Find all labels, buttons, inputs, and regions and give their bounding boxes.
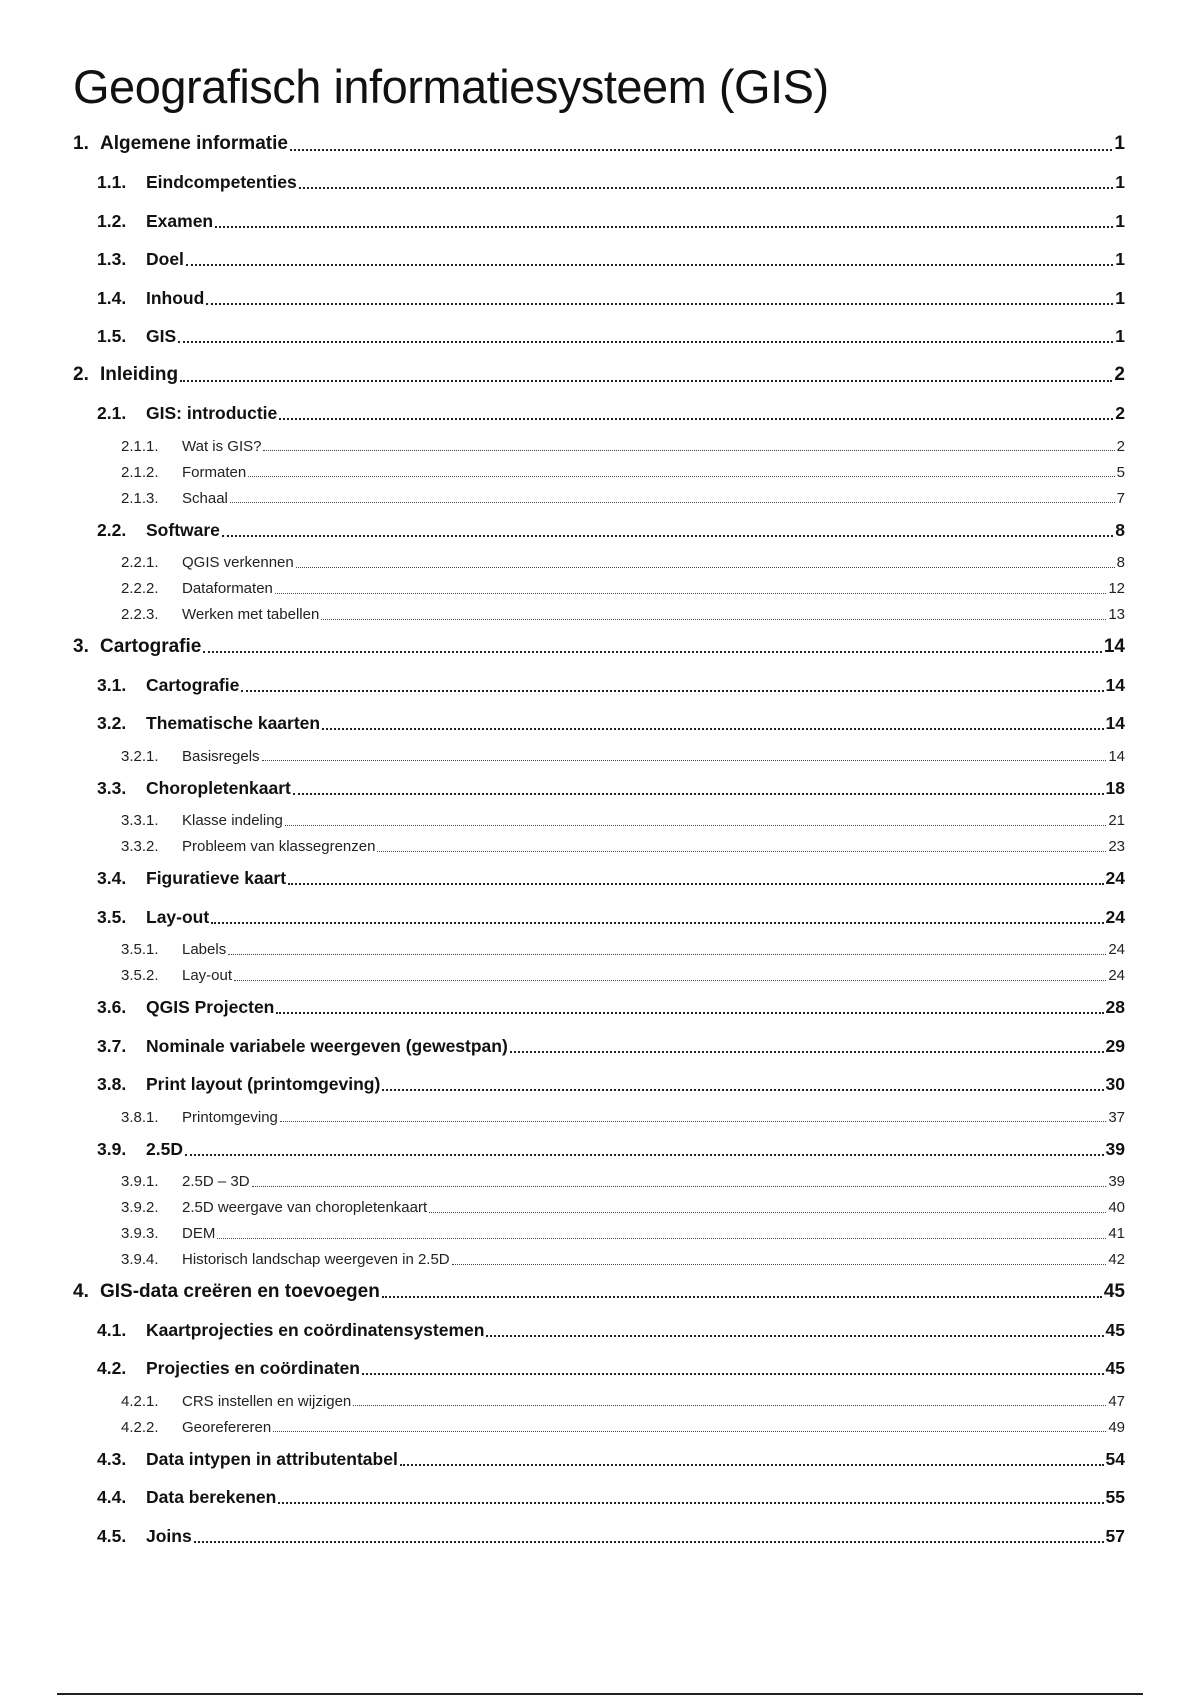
toc-dot-leader (194, 1540, 1104, 1543)
toc-entry-level-2[interactable] (73, 241, 1125, 280)
toc-entry-level-2[interactable] (73, 202, 1125, 241)
toc-entry-level-2[interactable] (73, 395, 1125, 434)
toc-entry-number: 3.9.3. (121, 1225, 159, 1243)
toc-entry-page-number: 39 (1108, 1173, 1125, 1191)
toc-entry-number: 1.1. (97, 172, 127, 193)
toc-entry-label: 2.5D – 3D (182, 1173, 250, 1191)
toc-entry-page-number: 37 (1108, 1108, 1125, 1126)
toc-entry-level-2[interactable] (73, 989, 1125, 1028)
toc-entry-number: 4.2.1. (121, 1392, 159, 1410)
toc-entry-page-number: 18 (1105, 777, 1125, 798)
toc-entry-page-number: 13 (1108, 606, 1125, 624)
toc-entry-page-number: 21 (1108, 812, 1125, 830)
toc-entry-level-1[interactable] (73, 356, 1125, 395)
toc-entry-label: Examen (146, 210, 214, 231)
toc-entry-level-2[interactable] (73, 279, 1125, 318)
footer-divider (57, 1693, 1143, 1695)
toc-entry-level-1[interactable] (73, 1273, 1125, 1312)
toc-dot-leader (299, 186, 1114, 189)
toc-entry-level-3[interactable] (73, 485, 1125, 511)
toc-entry-level-2[interactable] (73, 666, 1125, 705)
toc-entry-level-2[interactable] (73, 1311, 1125, 1350)
toc-entry-page-number: 24 (1108, 941, 1125, 959)
toc-dot-leader (211, 921, 1103, 924)
toc-entry-level-3[interactable] (73, 808, 1125, 834)
toc-dot-leader (222, 534, 1113, 537)
toc-entry-page-number: 24 (1108, 967, 1125, 985)
toc-entry-label: Lay-out (182, 967, 233, 985)
toc-dot-leader (322, 727, 1103, 730)
toc-entry-number: 3.8. (97, 1074, 127, 1095)
toc-dot-leader (262, 759, 1107, 761)
toc-dot-leader (362, 1372, 1104, 1375)
toc-dot-leader (321, 618, 1106, 620)
toc-entry-label: Data intypen in attributentabel (146, 1448, 398, 1469)
toc-entry-level-2[interactable] (73, 318, 1125, 357)
toc-dot-leader (248, 475, 1114, 477)
toc-entry-level-3[interactable] (73, 576, 1125, 602)
toc-entry-page-number: 5 (1116, 463, 1125, 481)
toc-entry-label: Probleem van klassegrenzen (182, 838, 376, 856)
toc-entry-label: Software (146, 519, 220, 540)
toc-dot-leader (290, 148, 1112, 151)
toc-dot-leader (217, 1237, 1106, 1239)
toc-entry-number: 3.7. (97, 1035, 127, 1056)
toc-entry-label: Lay-out (146, 906, 210, 927)
toc-entry-label: Eindcompetenties (146, 172, 297, 193)
toc-entry-label: QGIS verkennen (182, 554, 294, 572)
toc-entry-number: 1. (73, 133, 89, 155)
toc-dot-leader (510, 1050, 1104, 1053)
toc-entry-page-number: 45 (1105, 1319, 1125, 1340)
toc-entry-level-2[interactable] (73, 898, 1125, 937)
toc-entry-label: Projecties en coördinaten (146, 1358, 360, 1379)
toc-entry-label: Doel (146, 249, 184, 270)
toc-entry-page-number: 42 (1108, 1251, 1125, 1269)
toc-entry-page-number: 14 (1105, 713, 1125, 734)
toc-entry-page-number: 28 (1105, 997, 1125, 1018)
toc-entry-level-1[interactable] (73, 125, 1125, 164)
toc-entry-number: 2.1.3. (121, 489, 159, 507)
toc-entry-number: 3.5.1. (121, 941, 159, 959)
toc-entry-level-3[interactable] (73, 963, 1125, 989)
toc-entry-label: Algemene informatie (100, 133, 288, 155)
toc-entry-label: GIS-data creëren en toevoegen (100, 1280, 380, 1302)
toc-entry-level-2[interactable] (73, 1130, 1125, 1169)
toc-dot-leader (296, 566, 1115, 568)
toc-entry-page-number: 24 (1105, 906, 1125, 927)
toc-entry-page-number: 7 (1116, 489, 1125, 507)
toc-dot-leader (276, 1011, 1103, 1014)
toc-entry-page-number: 55 (1105, 1487, 1125, 1508)
document-title: Geografisch informatiesysteem (GIS) (73, 60, 829, 113)
toc-entry-page-number: 14 (1103, 635, 1125, 657)
toc-entry-page-number: 2 (1116, 437, 1125, 455)
toc-entry-page-number: 23 (1108, 838, 1125, 856)
toc-entry-label: Formaten (182, 463, 247, 481)
toc-dot-leader (203, 650, 1102, 653)
toc-entry-number: 2. (73, 364, 89, 386)
toc-entry-level-3[interactable] (73, 1247, 1125, 1273)
toc-entry-label: GIS (146, 326, 177, 347)
toc-entry-number: 3.5.2. (121, 967, 159, 985)
toc-dot-leader (429, 1211, 1106, 1213)
toc-entry-number: 3.9.1. (121, 1173, 159, 1191)
toc-entry-label: Historisch landschap weergeven in 2.5D (182, 1251, 450, 1269)
toc-entry-number: 1.4. (97, 287, 127, 308)
toc-entry-label: Basisregels (182, 747, 260, 765)
toc-entry-page-number: 54 (1105, 1448, 1125, 1469)
toc-entry-number: 1.3. (97, 249, 127, 270)
toc-entry-page-number: 2 (1115, 403, 1125, 424)
toc-entry-page-number: 29 (1105, 1035, 1125, 1056)
toc-entry-level-3[interactable] (73, 1221, 1125, 1247)
toc-entry-number: 1.5. (97, 326, 127, 347)
toc-entry-level-3[interactable] (73, 1104, 1125, 1130)
toc-entry-page-number: 2 (1114, 364, 1125, 386)
document-page (73, 60, 1125, 1556)
toc-entry-page-number: 1 (1115, 210, 1125, 231)
toc-entry-number: 3.2. (97, 713, 127, 734)
toc-entry-number: 3.1. (97, 674, 127, 695)
toc-dot-leader (400, 1463, 1104, 1466)
toc-dot-leader (234, 979, 1106, 981)
toc-dot-leader (185, 1153, 1104, 1156)
toc-entry-level-2[interactable] (73, 1027, 1125, 1066)
toc-entry-number: 4.3. (97, 1448, 127, 1469)
toc-entry-number: 2.1. (97, 403, 127, 424)
toc-entry-number: 3.5. (97, 906, 127, 927)
toc-dot-leader (382, 1088, 1103, 1091)
toc-entry-level-2[interactable] (73, 1066, 1125, 1105)
toc-entry-level-3[interactable] (73, 743, 1125, 769)
toc-entry-level-3[interactable] (73, 1414, 1125, 1440)
toc-entry-number: 3. (73, 635, 89, 657)
toc-entry-page-number: 41 (1108, 1225, 1125, 1243)
toc-entry-number: 4.5. (97, 1525, 127, 1546)
toc-entry-level-2[interactable] (73, 1517, 1125, 1556)
toc-entry-label: Cartografie (100, 635, 202, 657)
toc-dot-leader (353, 1404, 1106, 1406)
toc-entry-number: 2.1.1. (121, 437, 159, 455)
toc-dot-leader (382, 1295, 1102, 1298)
toc-dot-leader (377, 850, 1106, 852)
toc-entry-number: 3.9.4. (121, 1251, 159, 1269)
toc-dot-leader (186, 263, 1113, 266)
toc-entry-label: Cartografie (146, 674, 240, 695)
toc-entry-level-3[interactable] (73, 937, 1125, 963)
toc-entry-label: CRS instellen en wijzigen (182, 1392, 352, 1410)
toc-entry-page-number: 40 (1108, 1199, 1125, 1217)
toc-entry-page-number: 1 (1115, 326, 1125, 347)
toc-entry-label: GIS: introductie (146, 403, 278, 424)
toc-entry-label: Joins (146, 1525, 192, 1546)
toc-entry-page-number: 1 (1115, 287, 1125, 308)
toc-entry-page-number: 8 (1115, 519, 1125, 540)
toc-dot-leader (215, 225, 1113, 228)
toc-entry-number: 2.2.2. (121, 580, 159, 598)
toc-entry-level-3[interactable] (73, 1169, 1125, 1195)
toc-entry-level-3[interactable] (73, 602, 1125, 628)
toc-dot-leader (230, 501, 1115, 503)
toc-entry-page-number: 39 (1105, 1138, 1125, 1159)
table-of-contents (73, 125, 1125, 1556)
toc-entry-page-number: 47 (1108, 1392, 1125, 1410)
toc-dot-leader (178, 340, 1113, 343)
toc-entry-number: 3.2.1. (121, 747, 159, 765)
toc-entry-number: 4.2. (97, 1358, 127, 1379)
toc-entry-number: 3.9. (97, 1138, 127, 1159)
toc-entry-number: 2.2.1. (121, 554, 159, 572)
toc-entry-label: 2.5D weergave van choropletenkaart (182, 1199, 428, 1217)
toc-entry-number: 4.1. (97, 1319, 127, 1340)
toc-entry-page-number: 49 (1108, 1418, 1125, 1436)
toc-entry-label: Kaartprojecties en coördinatensystemen (146, 1319, 485, 1340)
toc-entry-number: 4. (73, 1280, 89, 1302)
toc-entry-number: 2.2.3. (121, 606, 159, 624)
toc-dot-leader (241, 689, 1103, 692)
toc-entry-number: 3.8.1. (121, 1108, 159, 1126)
toc-dot-leader (252, 1185, 1107, 1187)
toc-dot-leader (285, 824, 1106, 826)
toc-entry-number: 2.2. (97, 519, 127, 540)
toc-entry-label: Nominale variabele weergeven (gewestpan) (146, 1035, 508, 1056)
toc-entry-label: Choropletenkaart (146, 777, 291, 798)
toc-entry-level-2[interactable] (73, 1479, 1125, 1518)
toc-dot-leader (486, 1334, 1103, 1337)
toc-entry-label: Dataformaten (182, 580, 273, 598)
toc-entry-page-number: 57 (1105, 1525, 1125, 1546)
toc-entry-label: Printomgeving (182, 1108, 278, 1126)
toc-entry-label: Klasse indeling (182, 812, 283, 830)
toc-dot-leader (275, 592, 1106, 594)
toc-entry-number: 3.3. (97, 777, 127, 798)
toc-entry-label: Inhoud (146, 287, 205, 308)
toc-dot-leader (452, 1263, 1107, 1265)
toc-entry-label: QGIS Projecten (146, 997, 275, 1018)
toc-entry-number: 4.4. (97, 1487, 127, 1508)
toc-entry-label: Figuratieve kaart (146, 868, 287, 889)
toc-dot-leader (273, 1430, 1106, 1432)
toc-entry-level-2[interactable] (73, 511, 1125, 550)
toc-dot-leader (278, 1501, 1103, 1504)
toc-entry-number: 4.2.2. (121, 1418, 159, 1436)
toc-dot-leader (263, 449, 1114, 451)
toc-entry-page-number: 14 (1108, 747, 1125, 765)
toc-entry-page-number: 30 (1105, 1074, 1125, 1095)
toc-entry-page-number: 1 (1115, 249, 1125, 270)
toc-entry-label: Werken met tabellen (182, 606, 320, 624)
toc-entry-page-number: 14 (1105, 674, 1125, 695)
toc-entry-label: Georefereren (182, 1418, 272, 1436)
toc-dot-leader (279, 417, 1113, 420)
toc-entry-number: 3.9.2. (121, 1199, 159, 1217)
toc-entry-level-3[interactable] (73, 1388, 1125, 1414)
toc-entry-page-number: 24 (1105, 868, 1125, 889)
toc-entry-number: 3.3.1. (121, 812, 159, 830)
toc-entry-level-1[interactable] (73, 628, 1125, 667)
toc-entry-page-number: 12 (1108, 580, 1125, 598)
toc-entry-number: 1.2. (97, 210, 127, 231)
toc-entry-label: Schaal (182, 489, 228, 507)
toc-entry-number: 2.1.2. (121, 463, 159, 481)
toc-entry-label: Wat is GIS? (182, 437, 262, 455)
toc-entry-label: 2.5D (146, 1138, 183, 1159)
toc-entry-level-3[interactable] (73, 834, 1125, 860)
toc-entry-label: Thematische kaarten (146, 713, 321, 734)
toc-entry-level-2[interactable] (73, 1350, 1125, 1389)
toc-entry-level-3[interactable] (73, 1195, 1125, 1221)
toc-entry-level-3[interactable] (73, 550, 1125, 576)
toc-entry-page-number: 8 (1116, 554, 1125, 572)
toc-entry-page-number: 45 (1105, 1358, 1125, 1379)
toc-entry-level-2[interactable] (73, 769, 1125, 808)
toc-entry-label: Inleiding (100, 364, 179, 386)
toc-dot-leader (180, 379, 1112, 382)
toc-entry-number: 3.6. (97, 997, 127, 1018)
toc-entry-label: Data berekenen (146, 1487, 277, 1508)
toc-entry-level-2[interactable] (73, 705, 1125, 744)
toc-dot-leader (288, 882, 1103, 885)
toc-entry-level-2[interactable] (73, 164, 1125, 203)
toc-dot-leader (280, 1120, 1106, 1122)
toc-entry-page-number: 1 (1114, 133, 1125, 155)
toc-entry-label: Labels (182, 941, 227, 959)
toc-entry-label: DEM (182, 1225, 216, 1243)
toc-dot-leader (228, 953, 1106, 955)
toc-entry-page-number: 45 (1103, 1280, 1125, 1302)
toc-dot-leader (293, 792, 1104, 795)
toc-dot-leader (206, 302, 1113, 305)
toc-entry-number: 3.3.2. (121, 838, 159, 856)
toc-entry-level-3[interactable] (73, 459, 1125, 485)
toc-entry-label: Print layout (printomgeving) (146, 1074, 381, 1095)
toc-entry-level-2[interactable] (73, 1440, 1125, 1479)
toc-entry-number: 3.4. (97, 868, 127, 889)
toc-entry-level-2[interactable] (73, 860, 1125, 899)
toc-entry-page-number: 1 (1115, 172, 1125, 193)
toc-entry-level-3[interactable] (73, 433, 1125, 459)
